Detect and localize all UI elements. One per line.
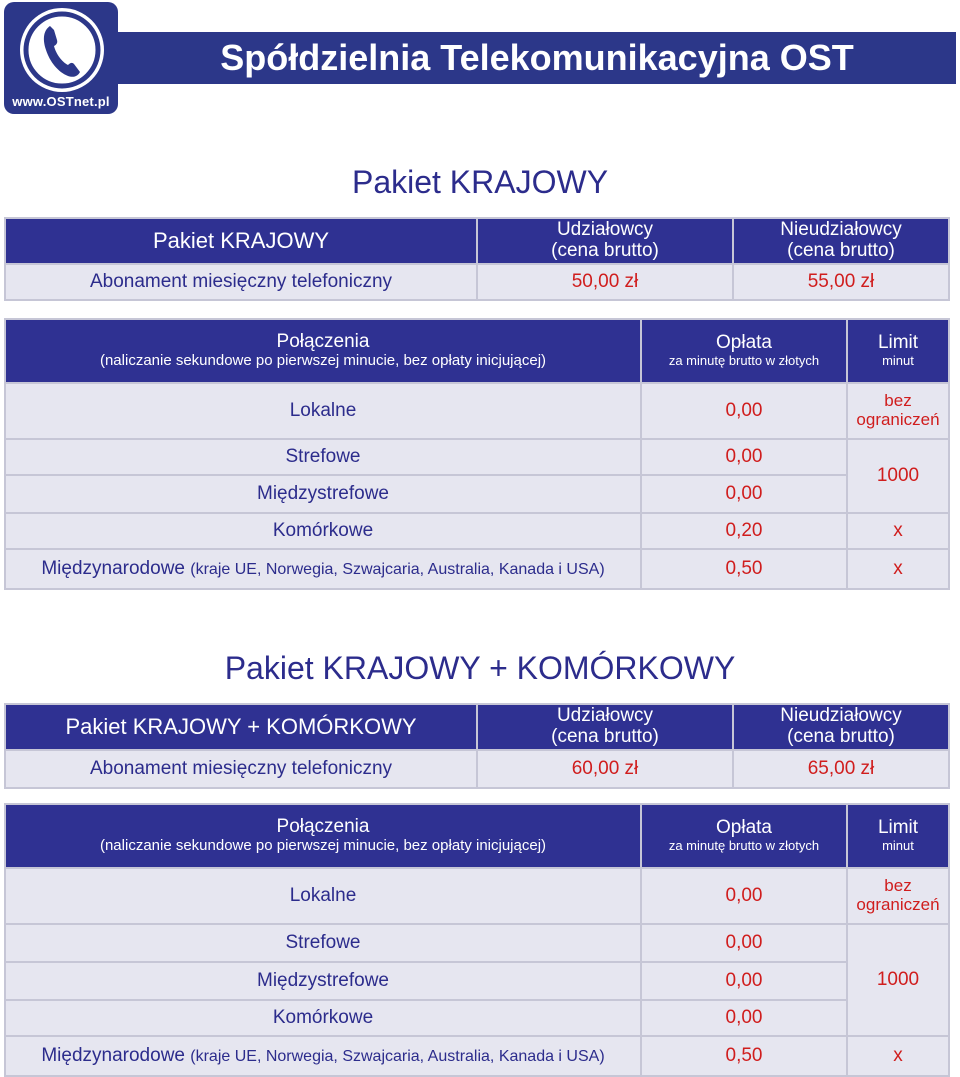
limit-header: Limit minut [847, 804, 949, 868]
price-members: 60,00 zł [477, 750, 733, 788]
subscription-label: Abonament miesięczny telefoniczny [5, 750, 477, 788]
package-name-cell: Pakiet KRAJOWY + KOMÓRKOWY [5, 704, 477, 750]
call-type-local: Lokalne [5, 383, 641, 439]
nonmembers-header: Nieudziałowcy (cena brutto) [733, 218, 949, 264]
limit-local: bez ograniczeń [847, 868, 949, 924]
fee-local: 0,00 [641, 383, 847, 439]
calls-table [4, 318, 950, 590]
price-table [4, 217, 950, 301]
fee-international: 0,50 [641, 1036, 847, 1076]
company-name: Spółdzielnia Telekomunikacyjna OST [220, 37, 854, 78]
limit-header: Limit minut [847, 319, 949, 383]
fee-mobile: 0,20 [641, 513, 847, 549]
call-type-interzonal: Międzystrefowe [5, 962, 641, 1000]
price-nonmembers: 65,00 zł [733, 750, 949, 788]
call-type-zonal: Strefowe [5, 439, 641, 475]
calls-header: Połączenia (naliczanie sekundowe po pierwszej minucie, bez opłaty inicjującej) [5, 804, 641, 868]
fee-mobile: 0,00 [641, 1000, 847, 1036]
logo-url-text: www.OSTnet.pl [12, 94, 110, 109]
fee-interzonal: 0,00 [641, 475, 847, 513]
limit-international: x [847, 1036, 949, 1076]
fee-header: Opłata za minutę brutto w złotych [641, 804, 847, 868]
fee-zonal: 0,00 [641, 924, 847, 962]
calls-table [4, 803, 950, 1077]
call-type-mobile: Komórkowe [5, 1000, 641, 1036]
call-type-international: Międzynarodowe (kraje UE, Norwegia, Szwajcaria, Australia, Kanada i USA) [5, 549, 641, 589]
members-header: Udziałowcy (cena brutto) [477, 218, 733, 264]
package-name-cell: Pakiet KRAJOWY [5, 218, 477, 264]
price-members: 50,00 zł [477, 264, 733, 300]
limit-mobile: x [847, 513, 949, 549]
calls-header: Połączenia (naliczanie sekundowe po pierwszej minucie, bez opłaty inicjującej) [5, 319, 641, 383]
fee-international: 0,50 [641, 549, 847, 589]
fee-interzonal: 0,00 [641, 962, 847, 1000]
call-type-zonal: Strefowe [5, 924, 641, 962]
nonmembers-header: Nieudziałowcy (cena brutto) [733, 704, 949, 750]
page-header [0, 0, 960, 118]
limit-zonal: 1000 [847, 924, 949, 1036]
price-nonmembers: 55,00 zł [733, 264, 949, 300]
company-logo[interactable] [4, 2, 118, 114]
limit-local: bez ograniczeń [847, 383, 949, 439]
fee-header: Opłata za minutę brutto w złotych [641, 319, 847, 383]
members-header: Udziałowcy (cena brutto) [477, 704, 733, 750]
limit-zonal: 1000 [847, 439, 949, 513]
call-type-international: Międzynarodowe (kraje UE, Norwegia, Szwajcaria, Australia, Kanada i USA) [5, 1036, 641, 1076]
call-type-local: Lokalne [5, 868, 641, 924]
phone-icon [20, 8, 104, 92]
fee-zonal: 0,00 [641, 439, 847, 475]
subscription-label: Abonament miesięczny telefoniczny [5, 264, 477, 300]
package-title: Pakiet KRAJOWY [351, 164, 609, 200]
price-table [4, 703, 950, 789]
fee-local: 0,00 [641, 868, 847, 924]
limit-international: x [847, 549, 949, 589]
company-name-banner [118, 32, 956, 84]
call-type-mobile: Komórkowe [5, 513, 641, 549]
call-type-interzonal: Międzystrefowe [5, 475, 641, 513]
package-title: Pakiet KRAJOWY + KOMÓRKOWY [224, 650, 736, 686]
